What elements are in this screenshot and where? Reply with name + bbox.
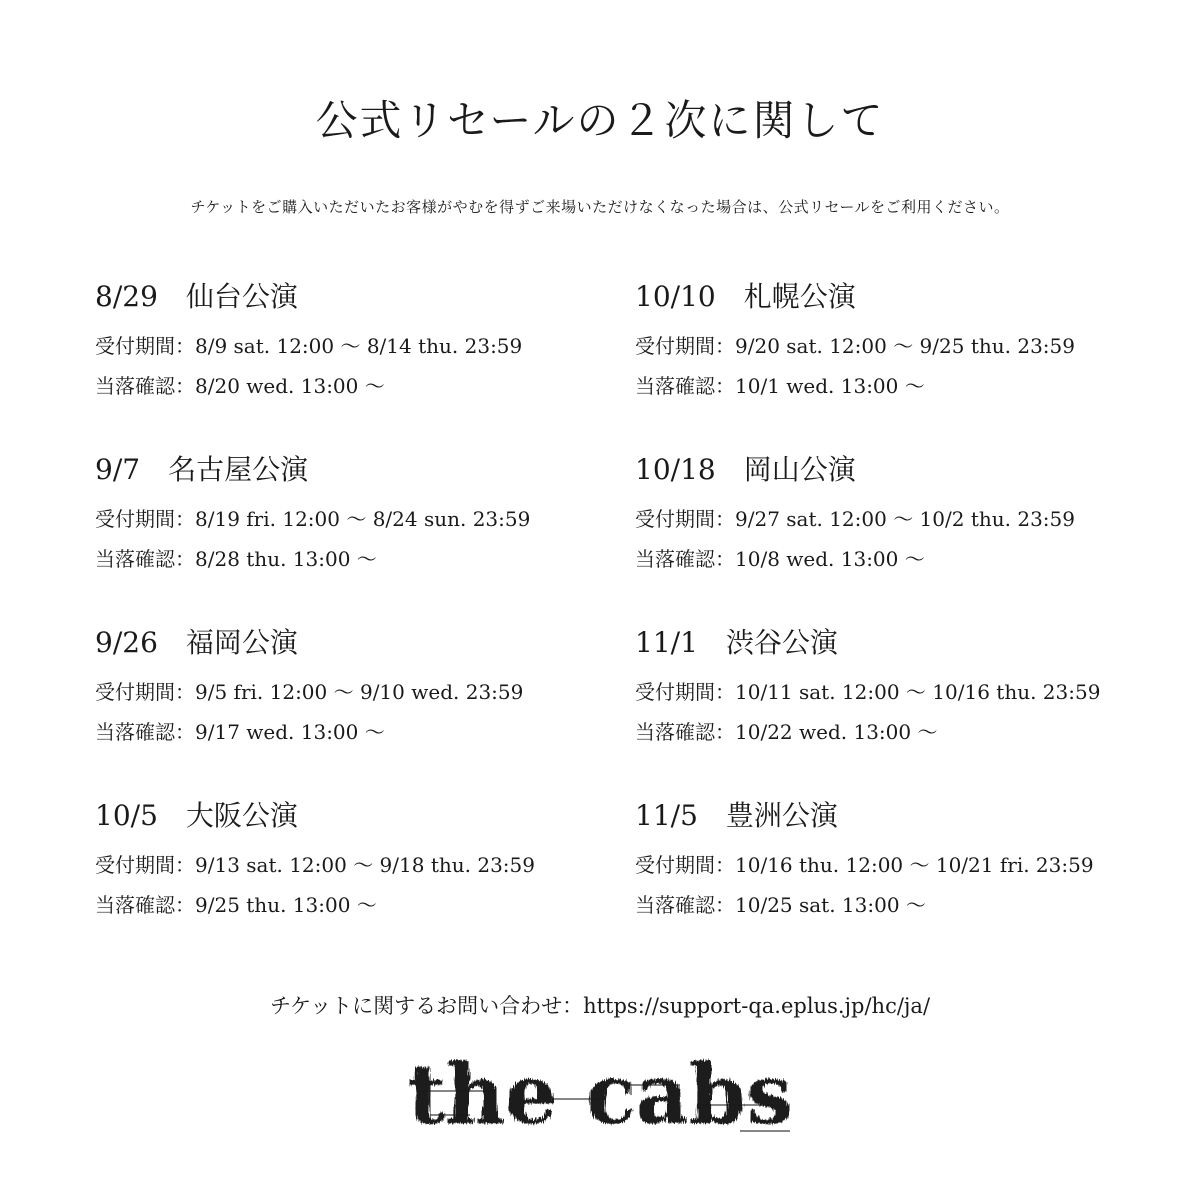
event-heading	[635, 797, 1100, 835]
event-venue: 渋谷公演	[725, 626, 838, 659]
result-date: 10/25 sat. 13:00 〜	[735, 893, 926, 917]
event-heading	[95, 451, 535, 489]
event-venue: 岡山公演	[743, 453, 856, 486]
reception-period: 10/11 sat. 12:00 〜 10/16 thu. 23:59	[735, 680, 1101, 704]
result-date: 10/1 wed. 13:00 〜	[735, 374, 925, 398]
result-line	[95, 539, 535, 579]
result-label: 当落確認：	[635, 893, 735, 917]
result-date: 8/28 thu. 13:00 〜	[195, 547, 377, 571]
reception-label: 受付期間：	[635, 507, 735, 531]
event-block	[635, 624, 1100, 797]
reception-period: 9/27 sat. 12:00 〜 10/2 thu. 23:59	[735, 507, 1075, 531]
event-heading	[635, 278, 1100, 316]
page-title: 公式リセールの２次に関して	[315, 96, 885, 145]
reception-period: 9/20 sat. 12:00 〜 9/25 thu. 23:59	[735, 334, 1075, 358]
event-date: 11/5	[635, 799, 698, 832]
reception-line	[635, 326, 1100, 366]
result-line	[95, 366, 535, 406]
result-label: 当落確認：	[635, 374, 735, 398]
reception-line	[635, 499, 1100, 539]
result-line	[635, 712, 1100, 752]
event-venue: 名古屋公演	[168, 453, 309, 486]
reception-period: 8/19 fri. 12:00 〜 8/24 sun. 23:59	[195, 507, 531, 531]
result-date: 9/17 wed. 13:00 〜	[195, 720, 385, 744]
event-venue: 福岡公演	[185, 626, 298, 659]
event-date: 11/1	[635, 626, 698, 659]
event-block	[95, 797, 535, 970]
result-label: 当落確認：	[95, 547, 195, 571]
event-venue: 豊洲公演	[725, 799, 838, 832]
event-venue: 仙台公演	[185, 280, 298, 313]
reception-line	[635, 845, 1100, 885]
event-block	[635, 451, 1100, 624]
event-date: 9/26	[95, 626, 158, 659]
intro-text: チケットをご購入いただいたお客様がやむを得ずご来場いただけなくなった場合は、公式リセールをご利用ください。	[190, 198, 1010, 216]
reception-line	[95, 845, 535, 885]
event-venue: 札幌公演	[743, 280, 856, 313]
result-label: 当落確認：	[95, 374, 195, 398]
band-logo	[400, 1045, 800, 1155]
event-block	[635, 278, 1100, 451]
reception-line	[95, 672, 535, 712]
reception-label: 受付期間：	[95, 853, 195, 877]
event-date: 10/10	[635, 280, 716, 313]
reception-period: 9/5 fri. 12:00 〜 9/10 wed. 23:59	[195, 680, 524, 704]
result-line	[635, 366, 1100, 406]
reception-label: 受付期間：	[95, 680, 195, 704]
result-date: 10/22 wed. 13:00 〜	[735, 720, 938, 744]
result-date: 10/8 wed. 13:00 〜	[735, 547, 925, 571]
event-heading	[635, 451, 1100, 489]
reception-line	[95, 499, 535, 539]
result-line	[635, 885, 1100, 925]
reception-period: 10/16 thu. 12:00 〜 10/21 fri. 23:59	[735, 853, 1094, 877]
result-line	[95, 885, 535, 925]
result-date: 9/25 thu. 13:00 〜	[195, 893, 377, 917]
result-label: 当落確認：	[95, 720, 195, 744]
reception-line	[95, 326, 535, 366]
result-line	[635, 539, 1100, 579]
event-heading	[95, 797, 535, 835]
event-block	[95, 278, 535, 451]
left-event-column	[95, 278, 535, 970]
result-label: 当落確認：	[635, 547, 735, 571]
event-heading	[635, 624, 1100, 662]
reception-label: 受付期間：	[95, 507, 195, 531]
reception-label: 受付期間：	[635, 334, 735, 358]
reception-period: 8/9 sat. 12:00 〜 8/14 thu. 23:59	[195, 334, 523, 358]
result-date: 8/20 wed. 13:00 〜	[195, 374, 385, 398]
reception-period: 9/13 sat. 12:00 〜 9/18 thu. 23:59	[195, 853, 535, 877]
reception-label: 受付期間：	[95, 334, 195, 358]
band-logo-text: the cabs	[407, 1047, 793, 1143]
right-event-column	[635, 278, 1100, 970]
event-block	[635, 797, 1100, 970]
reception-label: 受付期間：	[635, 853, 735, 877]
event-venue: 大阪公演	[185, 799, 298, 832]
reception-line	[635, 672, 1100, 712]
event-block	[95, 624, 535, 797]
contact-info: チケットに関するお問い合わせ：https://support-qa.eplus.jp/hc/ja/	[269, 994, 931, 1018]
event-block	[95, 451, 535, 624]
result-label: 当落確認：	[95, 893, 195, 917]
event-heading	[95, 624, 535, 662]
event-date: 10/18	[635, 453, 716, 486]
event-date: 10/5	[95, 799, 158, 832]
result-line	[95, 712, 535, 752]
reception-label: 受付期間：	[635, 680, 735, 704]
event-heading	[95, 278, 535, 316]
event-date: 9/7	[95, 453, 141, 486]
result-label: 当落確認：	[635, 720, 735, 744]
event-date: 8/29	[95, 280, 158, 313]
